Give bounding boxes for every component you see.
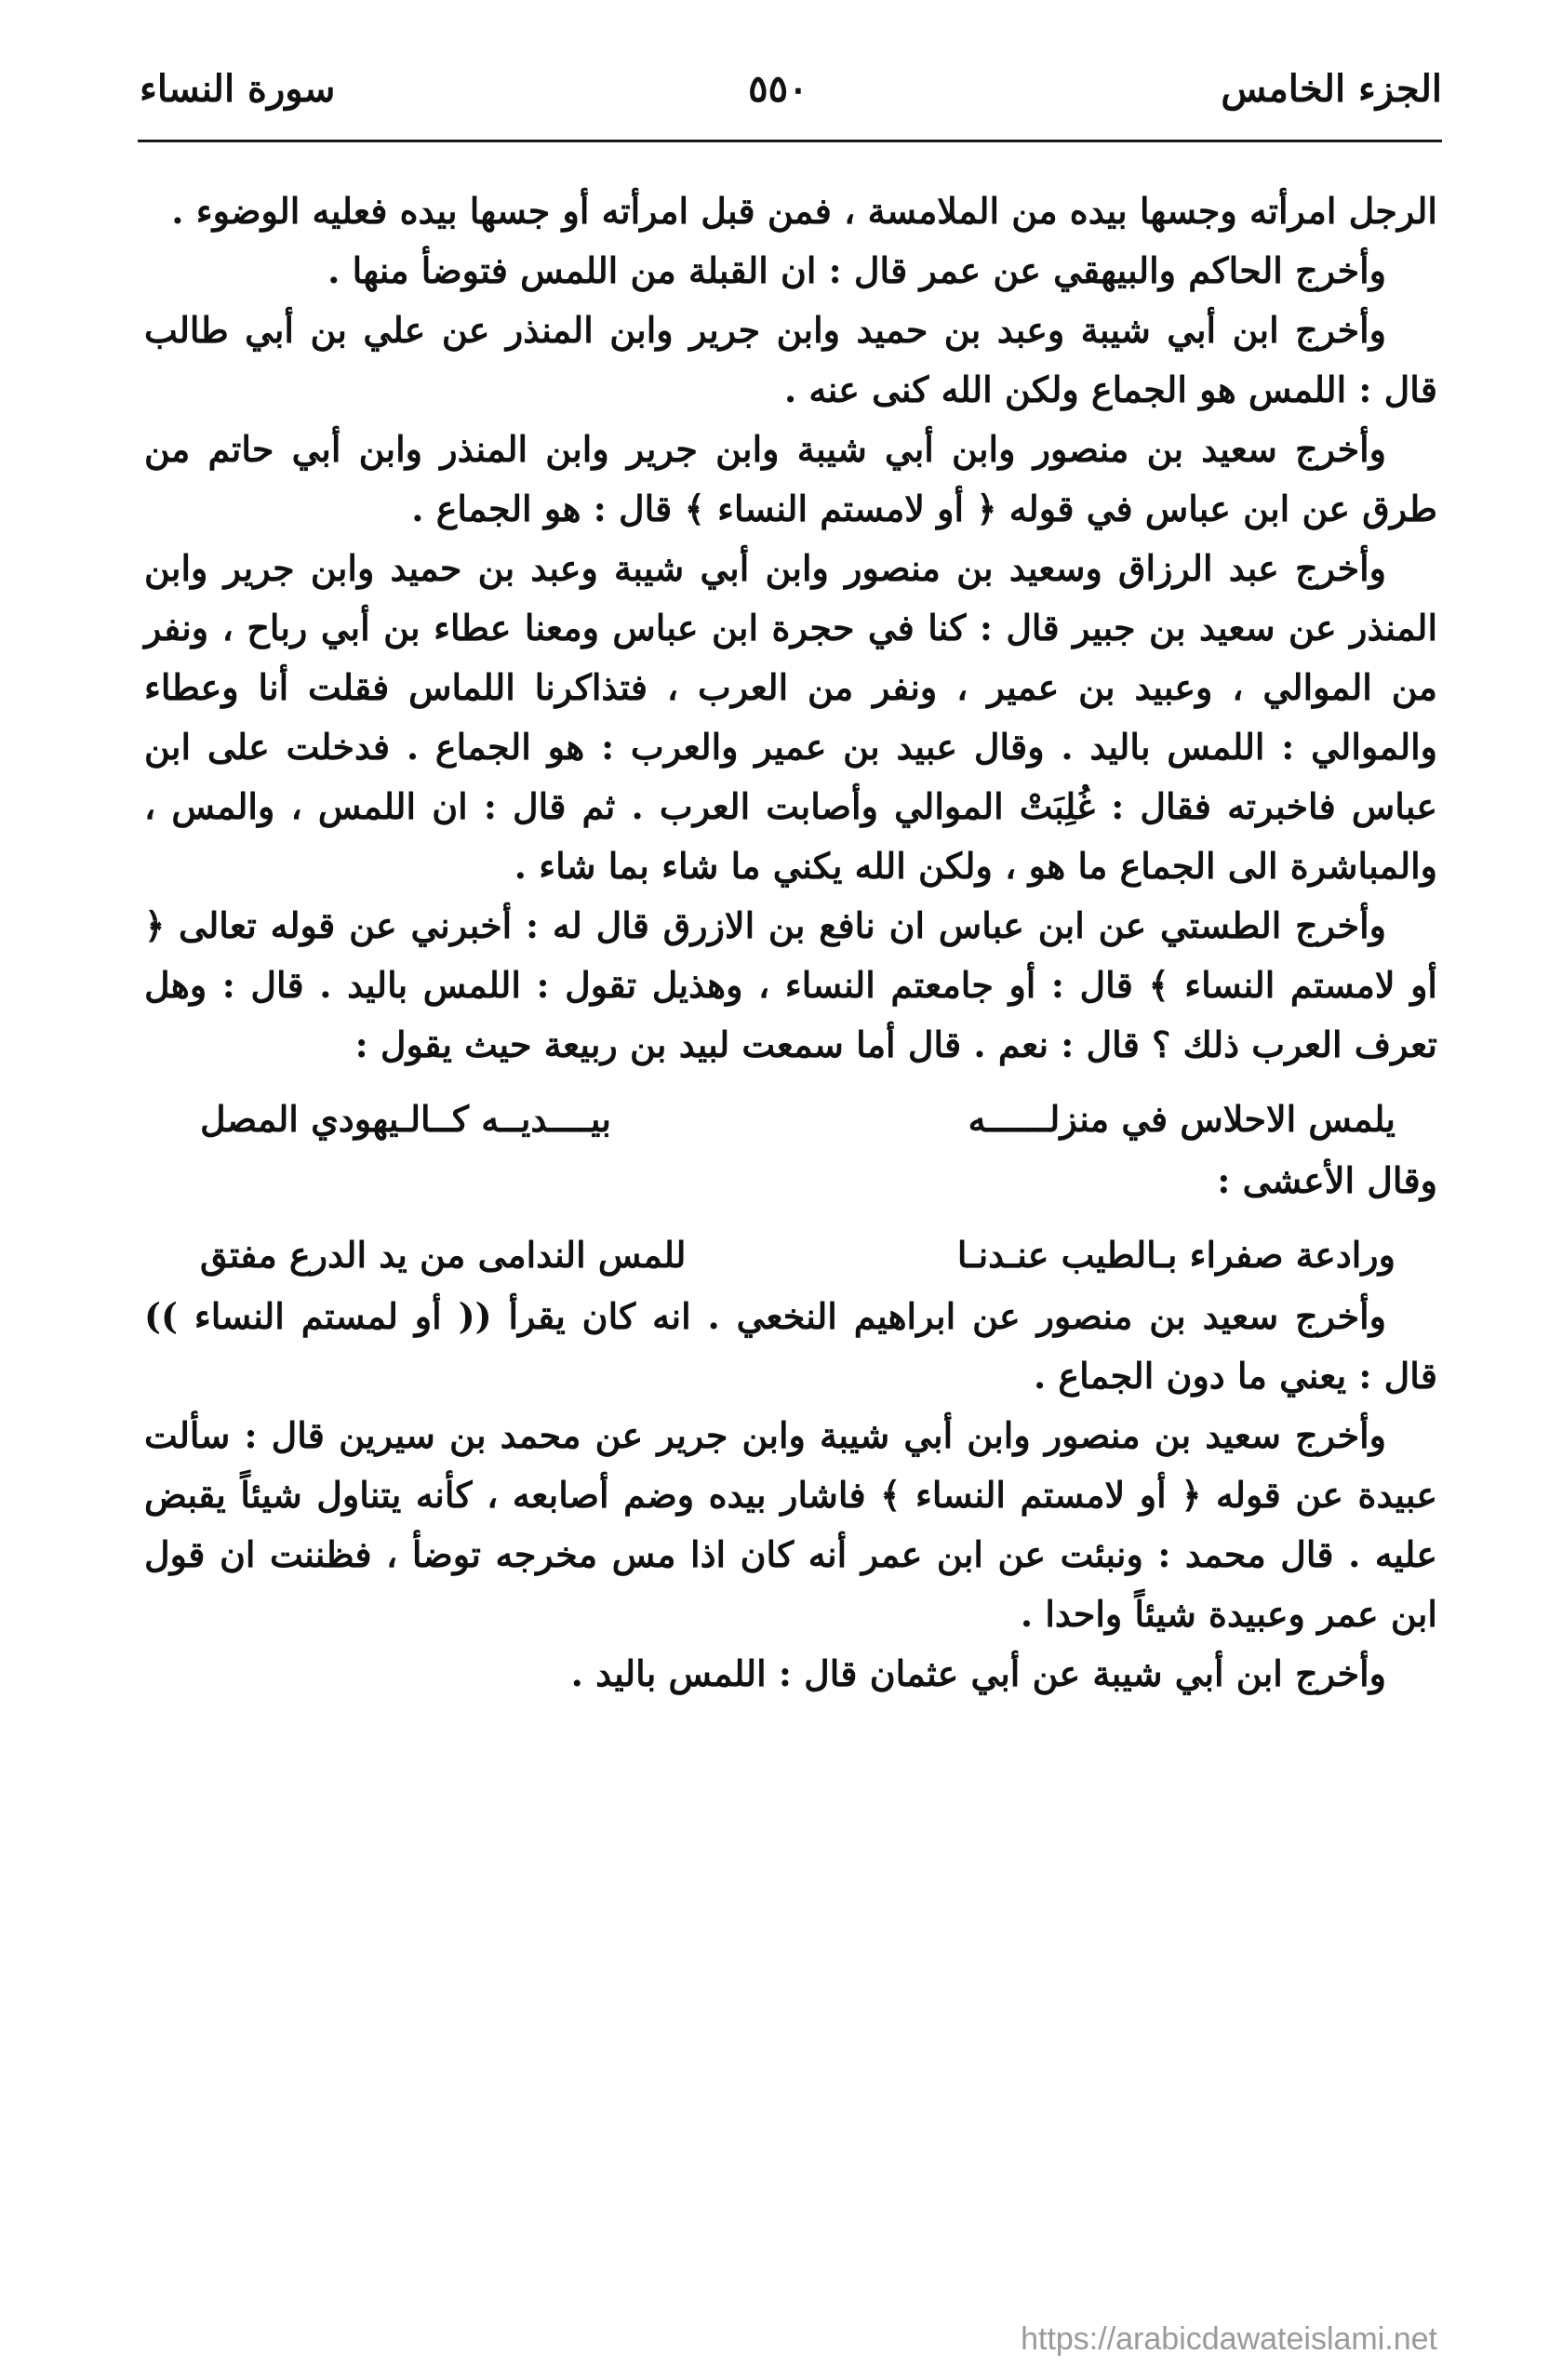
verse-hemistich: للمس الندامى من يد الدرع مفتق	[200, 1234, 687, 1276]
paragraph: وأخرج سعيد بن منصور وابن أبي شيبة وابن جرير عن محمد بن سيرين قال : سألت عبيدة عن قوله ﴿ أو لامستم النساء ﴾ فاشار بيده وضم أصابعه ، كأنه يتناول شيئاً يقبض عليه . قال محمد : ونبئت عن ابن عمر أنه كان اذا مس مخرجه توضأ ، فظننت ان قول ابن عمر وعبيدة شيئاً واحدا .	[144, 1414, 1437, 1635]
poem-intro: وقال الأعشى :	[1217, 1159, 1437, 1201]
paragraph: وأخرج ابن أبي شيبة وعبد بن حميد وابن جرير وابن المنذر عن علي بن أبي طالب قال : اللمس هو الجماع ولكن الله كنى عنه .	[144, 309, 1437, 410]
watermark-url: https://arabicdawateislami.net	[1021, 2321, 1437, 2357]
paragraph: وأخرج سعيد بن منصور عن ابراهيم النخعي . انه كان يقرأ (( أو لمستم النساء )) قال : يعني ما دون الجماع .	[144, 1295, 1437, 1397]
poem-verse	[144, 1225, 1437, 1285]
poem-verse	[144, 1090, 1437, 1149]
verse-hemistich: بيــــديــه كــالـيهودي المصل	[200, 1098, 611, 1140]
paragraph: وأخرج ابن أبي شيبة عن أبي عثمان قال : اللمس باليد .	[570, 1652, 1386, 1694]
page-body	[144, 181, 1437, 1704]
header-rule	[138, 140, 1442, 142]
paragraph: وأخرج سعيد بن منصور وابن أبي شيبة وابن جرير وابن المنذر وابن أبي حاتم من طرق عن ابن عباس في قوله ﴿ أو لامستم النساء ﴾ قال : هو الجماع .	[144, 428, 1437, 529]
page-number: ٥٥٠	[748, 66, 808, 111]
paragraph: وأخرج عبد الرزاق وسعيد بن منصور وابن أبي شيبة وعبد بن حميد وابن جرير وابن المنذر عن سعيد بن جبير قال : كنا في حجرة ابن عباس ومعنا عطاء بن أبي رباح ، ونفر من الموالي ، وعبيد بن عمير ، ونفر من العرب ، فتذاكرنا اللماس فقلت أنا وعطاء والموالي : اللمس باليد . وقال عبيد بن عمير والعرب : هو الجماع . فدخلت على ابن عباس فاخبرته فقال : غُلِبَتْ الموالي وأصابت العرب . ثم قال : ان اللمس ، والمس ، والمباشرة الى الجماع ما هو ، ولكن الله يكني ما شاء بما شاء .	[144, 547, 1437, 887]
verse-hemistich: يلمس الاحلاس في منزلــــــه	[968, 1098, 1395, 1140]
paragraph: الرجل امرأته وجسها بيده من الملامسة ، فمن قبل امرأته أو جسها بيده فعليه الوضوء .	[171, 190, 1437, 232]
page-header	[140, 56, 1442, 121]
paragraph: وأخرج الطستي عن ابن عباس ان نافع بن الازرق قال له : أخبرني عن قوله تعالى ﴿ أو لامستم النساء ﴾ قال : أو جامعتم النساء ، وهذيل تقول : اللمس باليد . قال : وهل تعرف العرب ذلك ؟ قال : نعم . قال أما سمعت لبيد بن ربيعة حيث يقول :	[144, 904, 1437, 1065]
part-title: الجزء الخامس	[1221, 66, 1442, 111]
surah-title: سورة النساء	[140, 66, 336, 111]
paragraph: وأخرج الحاكم والبيهقي عن عمر قال : ان القبلة من اللمس فتوضأ منها .	[327, 249, 1386, 291]
verse-hemistich: ورادعة صفراء بـالطيب عنـدنـا	[956, 1234, 1395, 1276]
